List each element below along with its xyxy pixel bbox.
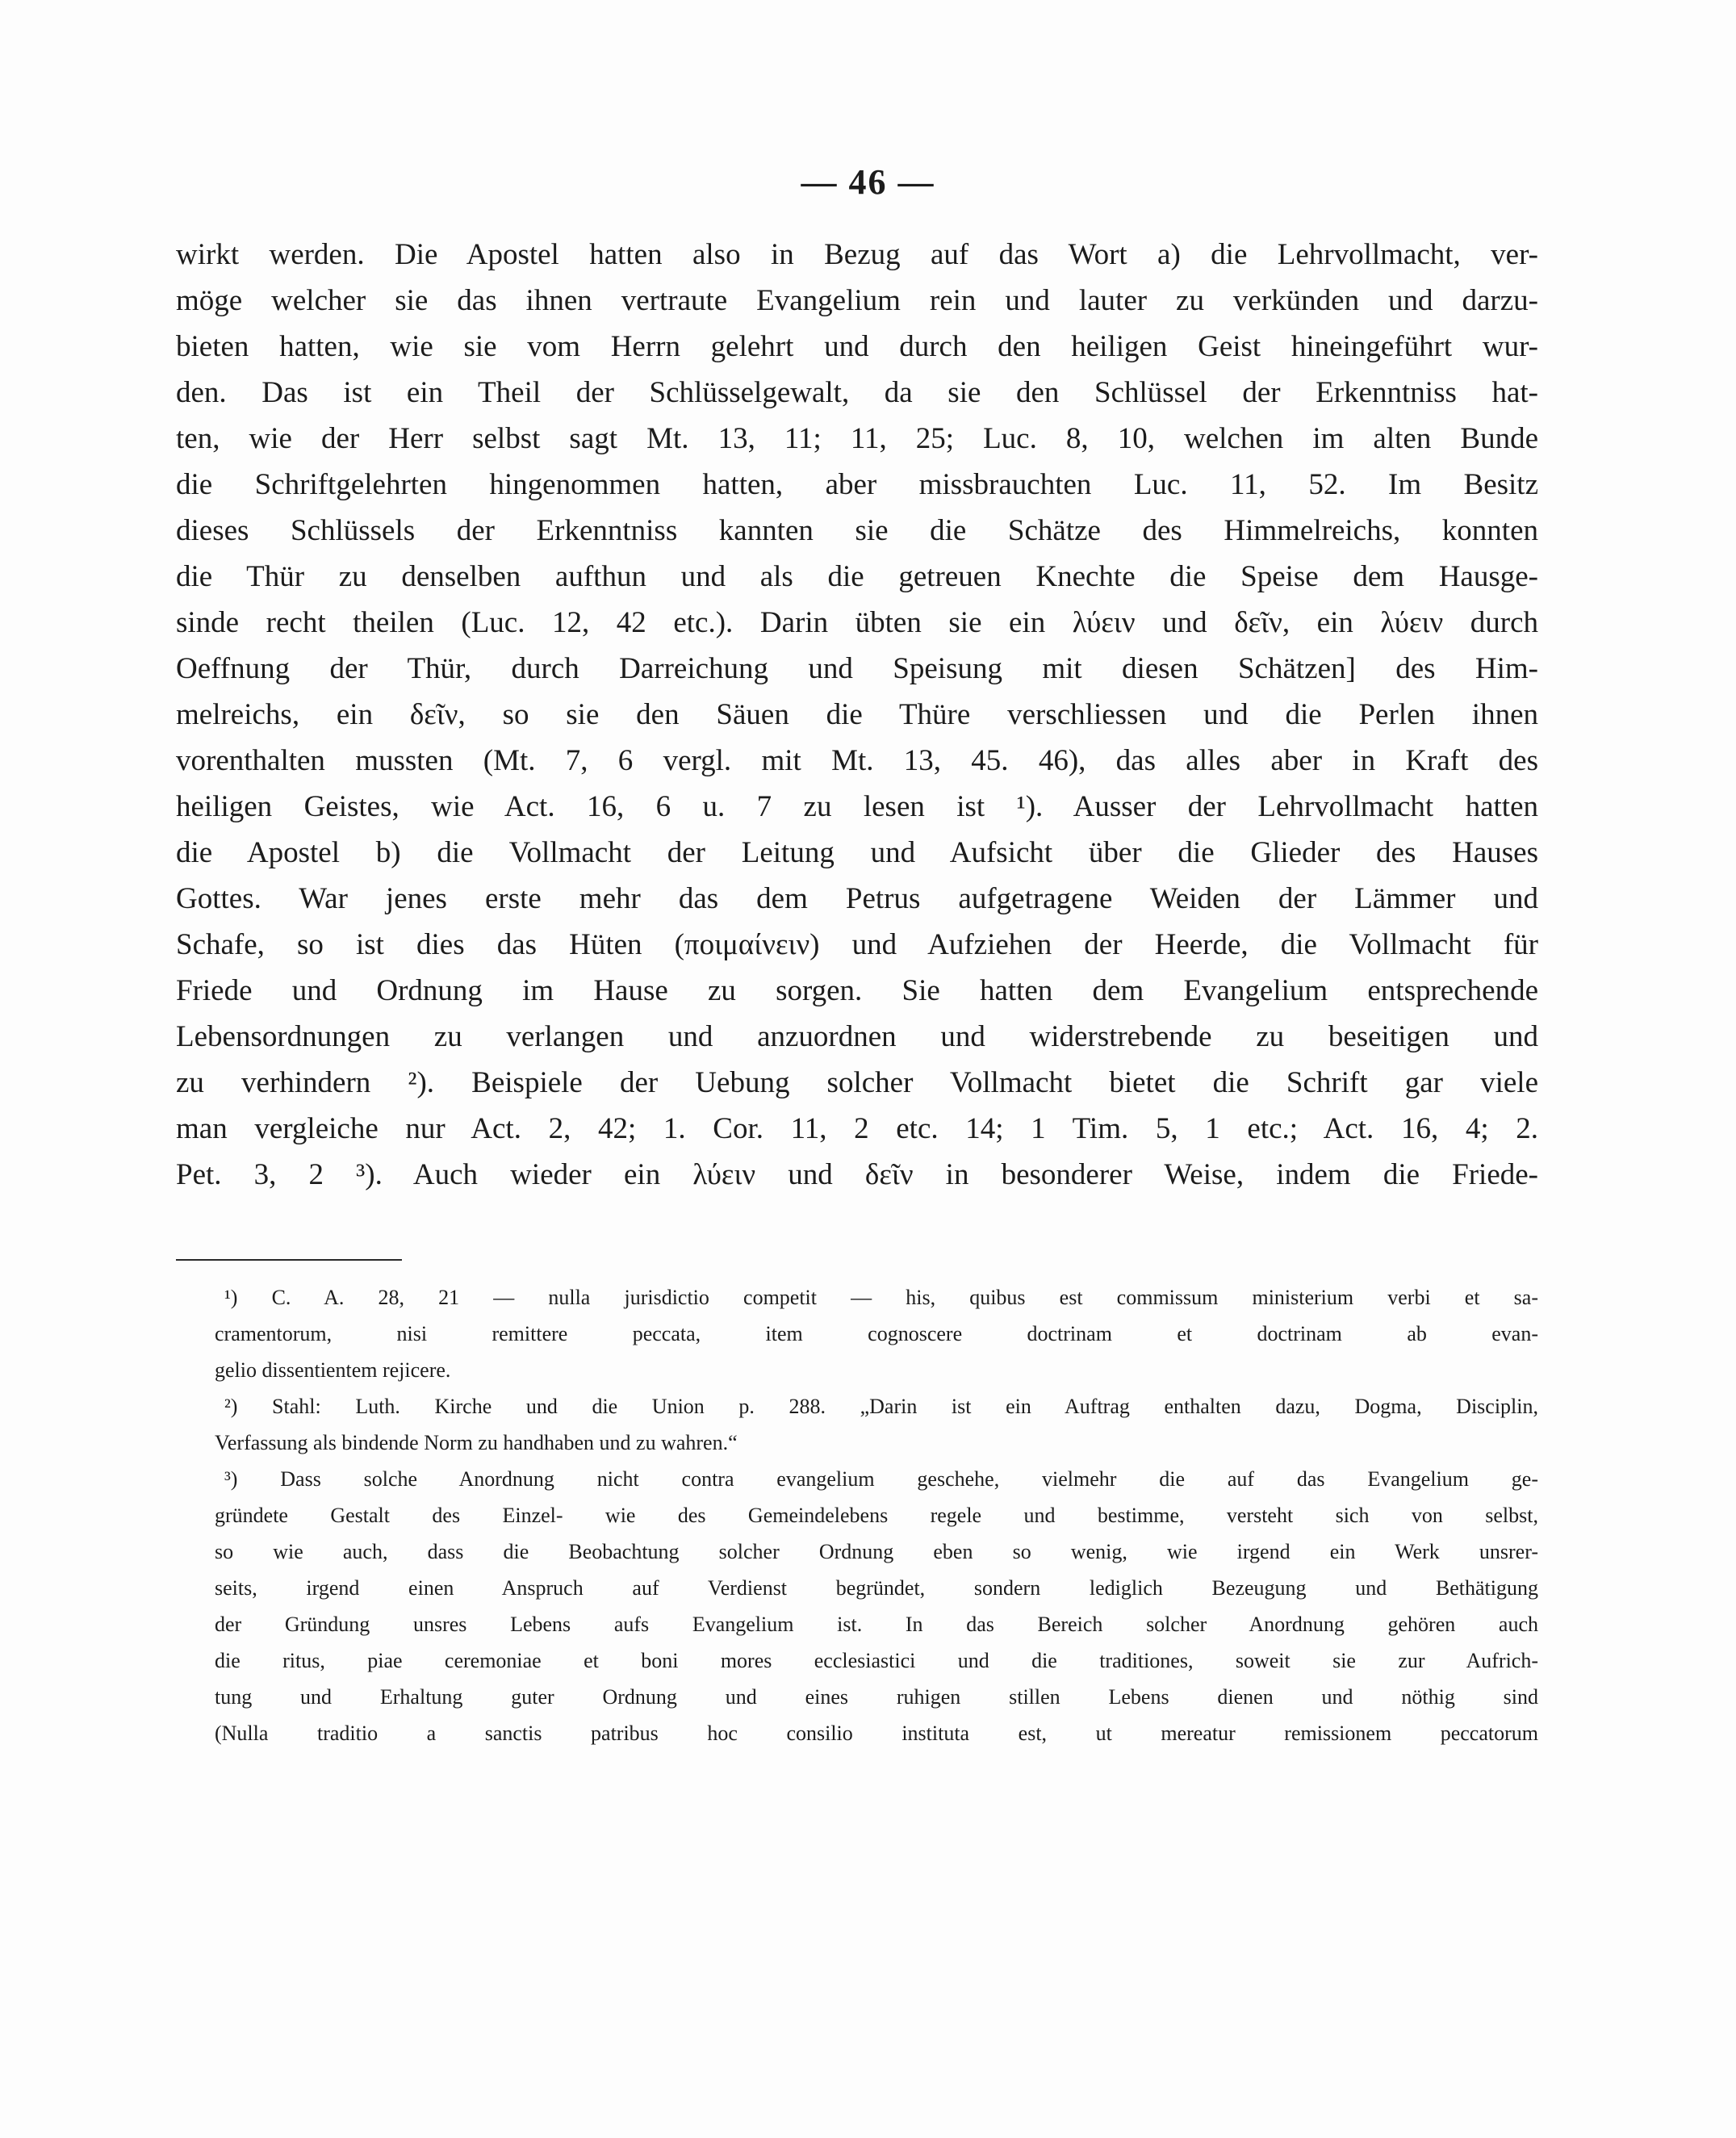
text-line: vorenthalten mussten (Mt. 7, 6 vergl. mit Mt. 13, 45. 46), das alles aber in Kraft des (176, 744, 1538, 777)
page-number: — 46 — (801, 162, 935, 202)
text-line: die Thür zu denselben aufthun und als die getreuen Knechte die Speise dem Hausge- (176, 560, 1538, 593)
text-line: Gottes. War jenes erste mehr das dem Petrus aufgetragene Weiden der Lämmer und (176, 882, 1538, 915)
footnote-line: cramentorum, nisi remittere peccata, item cognoscere doctrinam et doctrinam ab evan- (215, 1322, 1538, 1345)
footnote-line: tung und Erhaltung guter Ordnung und eines ruhigen stillen Lebens dienen und nöthig sind (215, 1685, 1538, 1709)
text-line: Lebensordnungen zu verlangen und anzuordnen und widerstrebende zu beseitigen und (176, 1020, 1538, 1053)
text-line: wirkt werden. Die Apostel hatten also in Bezug auf das Wort a) die Lehrvollmacht, ver- (176, 238, 1538, 271)
text-line: Oeffnung der Thür, durch Darreichung und Speisung mit diesen Schätzen] des Him- (176, 652, 1538, 685)
text-line: Friede und Ordnung im Hause zu sorgen. Sie hatten dem Evangelium entsprechende (176, 974, 1538, 1007)
text-line: den. Das ist ein Theil der Schlüsselgewalt, da sie den Schlüssel der Erkenntniss hat- (176, 376, 1538, 409)
footnote-line: ³) Dass solche Anordnung nicht contra evangelium geschehe, vielmehr die auf das Evangelium ge- (224, 1467, 1538, 1491)
text-line: man vergleiche nur Act. 2, 42; 1. Cor. 11, 2 etc. 14; 1 Tim. 5, 1 etc.; Act. 16, 4; 2. (176, 1112, 1538, 1145)
footnote-line: ²) Stahl: Luth. Kirche und die Union p. 288. „Darin ist ein Auftrag enthalten dazu, Dogma, Disciplin, (224, 1395, 1538, 1418)
text-line: bieten hatten, wie sie vom Herrn gelehrt und durch den heiligen Geist hineingeführt wur- (176, 330, 1538, 363)
footnote-line: (Nulla traditio a sanctis patribus hoc consilio instituta est, ut mereatur remissionem peccatorum (215, 1722, 1538, 1745)
text-line: zu verhindern ²). Beispiele der Uebung solcher Vollmacht bietet die Schrift gar viele (176, 1066, 1538, 1099)
footnote-line: so wie auch, dass die Beobachtung solcher Ordnung eben so wenig, wie irgend ein Werk unsrer- (215, 1540, 1538, 1563)
text-line: melreichs, ein δεῖν, so sie den Säuen die Thüre verschliessen und die Perlen ihnen (176, 698, 1538, 731)
text-line: dieses Schlüssels der Erkenntniss kannten sie die Schätze des Himmelreichs, konnten (176, 514, 1538, 547)
footnote-separator (176, 1259, 402, 1261)
text-line: die Apostel b) die Vollmacht der Leitung und Aufsicht über die Glieder des Hauses (176, 836, 1538, 869)
footnote-line: seits, irgend einen Anspruch auf Verdienst begründet, sondern lediglich Bezeugung und Bethätigung (215, 1576, 1538, 1600)
footnote-line: ¹) C. A. 28, 21 — nulla jurisdictio competit — his, quibus est commissum ministerium verbi et sa- (224, 1286, 1538, 1309)
footnote-line: gelio dissentientem rejicere. (215, 1358, 451, 1382)
text-line: möge welcher sie das ihnen vertraute Evangelium rein und lauter zu verkünden und darzu- (176, 284, 1538, 317)
main-text (176, 232, 1538, 1198)
footnote-line: Verfassung als bindende Norm zu handhaben und zu wahren.“ (215, 1431, 738, 1454)
footnote-line: die ritus, piae ceremoniae et boni mores ecclesiastici und die traditiones, soweit sie zur Aufrich- (215, 1649, 1538, 1672)
text-line: die Schriftgelehrten hingenommen hatten, aber missbrauchten Luc. 11, 52. Im Besitz (176, 468, 1538, 501)
text-line: ten, wie der Herr selbst sagt Mt. 13, 11; 11, 25; Luc. 8, 10, welchen im alten Bunde (176, 422, 1538, 455)
text-line: Pet. 3, 2 ³). Auch wieder ein λύειν und δεῖν in besonderer Weise, indem die Friede- (176, 1158, 1538, 1191)
text-line: heiligen Geistes, wie Act. 16, 6 u. 7 zu lesen ist ¹). Ausser der Lehrvollmacht hatten (176, 790, 1538, 823)
text-line: sinde recht theilen (Luc. 12, 42 etc.). Darin übten sie ein λύειν und δεῖν, ein λύειν durch (176, 606, 1538, 639)
footnote-line: gründete Gestalt des Einzel- wie des Gemeindelebens regele und bestimme, versteht sich von selbst, (215, 1504, 1538, 1527)
text-line: Schafe, so ist dies das Hüten (ποιμαίνειν) und Aufziehen der Heerde, die Vollmacht für (176, 928, 1538, 961)
footnotes (176, 1279, 1538, 1751)
footnote-line: der Gründung unsres Lebens aufs Evangelium ist. In das Bereich solcher Anordnung gehören auch (215, 1613, 1538, 1636)
